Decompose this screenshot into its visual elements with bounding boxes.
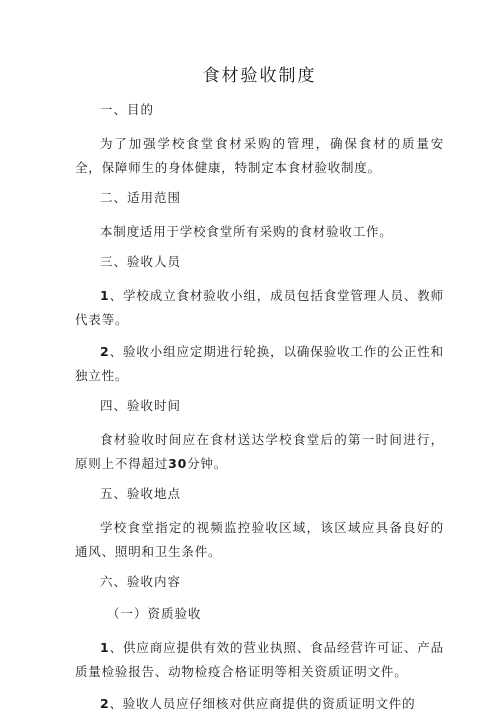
document-title: 食材验收制度 <box>202 66 317 86</box>
section-heading-purpose: 一、目的 <box>100 102 155 117</box>
paragraph-purpose: 为了加强学校食堂食材采购的管理，确保食材的质量安全，保障师生的身体健康，特制定本食材验收制度。 <box>75 136 444 175</box>
section-heading-personnel: 三、验收人员 <box>100 254 182 269</box>
paragraph-text: 、验收小组应定期进行轮换，以确保验收工作的公正性和独立性。 <box>75 344 444 383</box>
paragraph-text: 、学校成立食材验收小组，成员包括食堂管理人员、教师代表等。 <box>75 288 444 327</box>
subsection-heading-qualification: （一）资质验收 <box>107 606 202 621</box>
paragraph-time <box>75 428 444 476</box>
section-heading-time: 四、验收时间 <box>100 398 182 413</box>
item-number: 1 <box>100 288 110 303</box>
minutes-number: 30 <box>168 456 188 471</box>
section-heading-content: 六、验收内容 <box>100 574 182 589</box>
section-heading-scope: 二、适用范围 <box>100 190 182 205</box>
paragraph-text: 、供应商应提供有效的营业执照、食品经营许可证、产品质量检验报告、动物检疫合格证明等相关资质证明文件。 <box>75 640 444 679</box>
paragraph-text: 、验收人员应仔细核对供应商提供的资质证明文件的 <box>109 696 416 711</box>
paragraph-personnel-1 <box>75 284 444 332</box>
section-heading-location: 五、验收地点 <box>100 486 182 501</box>
paragraph-qualification-2 <box>75 692 444 716</box>
paragraph-scope: 本制度适用于学校食堂所有采购的食材验收工作。 <box>100 224 393 239</box>
paragraph-location: 学校食堂指定的视频监控验收区域，该区域应具备良好的通风、照明和卫生条件。 <box>75 520 444 559</box>
paragraph-personnel-2 <box>75 340 444 388</box>
item-number: 1 <box>100 640 110 655</box>
paragraph-text: 分钟。 <box>187 456 228 471</box>
item-number: 2 <box>100 696 110 711</box>
item-number: 2 <box>100 344 110 359</box>
paragraph-qualification-1 <box>75 636 444 684</box>
paragraph-text: 食材验收时间应在食材送达学校食堂后的第一时间进行，原则上不得超过 <box>75 432 444 471</box>
